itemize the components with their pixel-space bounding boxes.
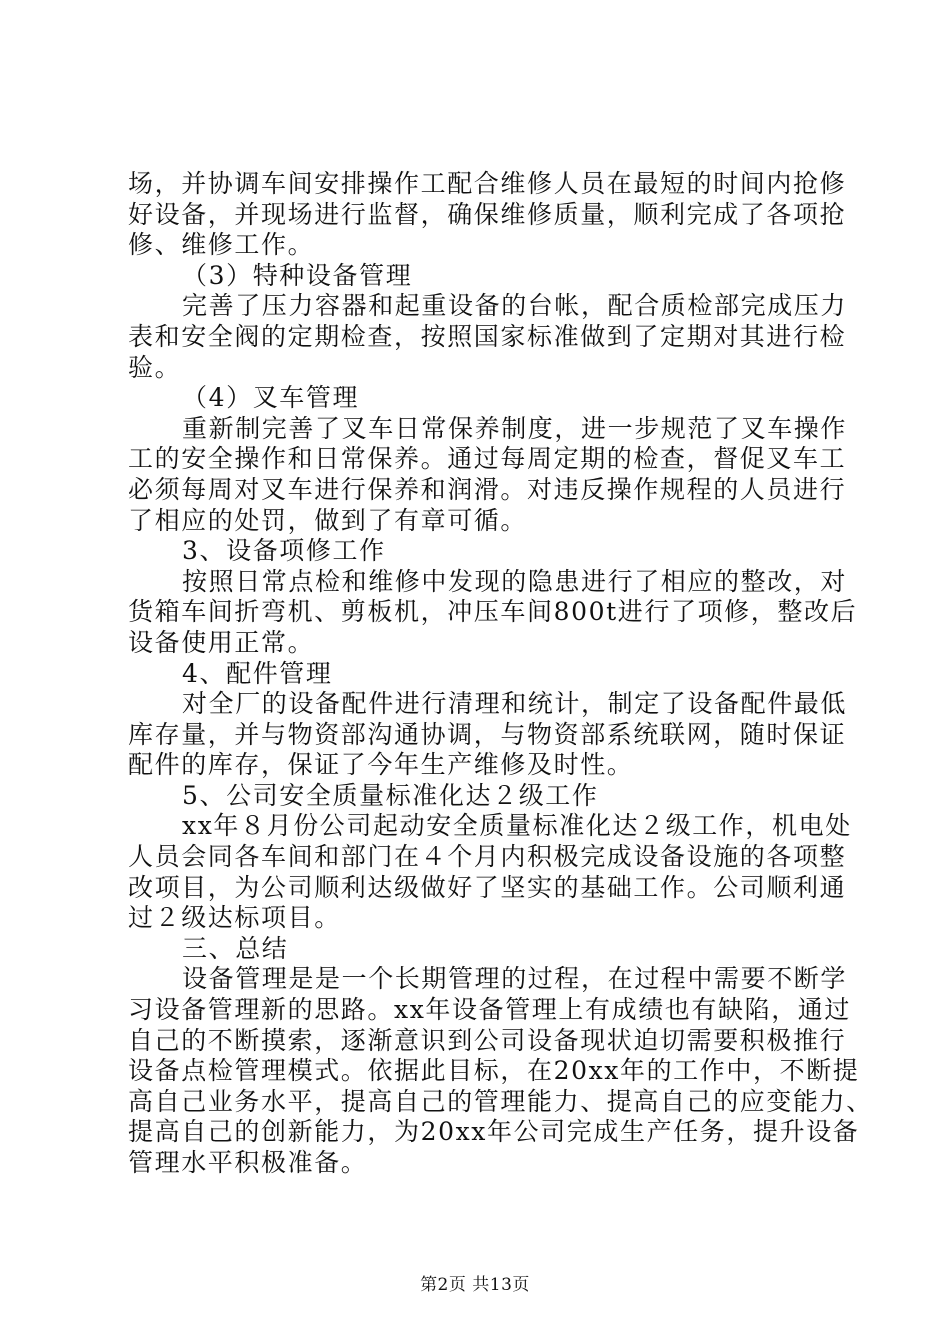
text-line: 配件的库存，保证了今年生产维修及时性。 <box>128 750 634 780</box>
text-line: 修、维修工作。 <box>128 230 315 260</box>
text-line: 了相应的处罚，做到了有章可循。 <box>128 505 528 535</box>
text-line: 必须每周对叉车进行保养和润滑。对违反操作规程的人员进行 <box>128 474 847 504</box>
text-line: 完善了压力容器和起重设备的台帐，配合质检部完成压力 <box>182 291 848 321</box>
text-line: 设备使用正常。 <box>128 627 315 657</box>
text-line: 高自己业务水平，提高自己的管理能力、提高自己的应变能力、 <box>128 1086 873 1116</box>
document-body <box>128 169 873 1179</box>
section-heading: 5、公司安全质量标准化达２级工作 <box>182 780 599 810</box>
text-line: 提高自己的创新能力，为20xx年公司完成生产任务，提升设备 <box>128 1117 860 1147</box>
text-line: 习设备管理新的思路。xx年设备管理上有成绩也有缺陷，通过 <box>128 995 852 1025</box>
page-number: 第2页 <box>420 1275 467 1295</box>
text-line: 库存量，并与物资部沟通协调，与物资部系统联网，随时保证 <box>128 719 847 749</box>
section-heading: 3、设备项修工作 <box>182 536 386 566</box>
text-line: 工的安全操作和日常保养。通过每周定期的检查，督促叉车工 <box>128 444 847 474</box>
text-line: 按照日常点检和维修中发现的隐患进行了相应的整改，对 <box>182 566 848 596</box>
text-line: 改项目，为公司顺利达级做好了坚实的基础工作。公司顺利通 <box>128 872 847 902</box>
page-total: 共13页 <box>472 1275 530 1295</box>
text-line: 人员会同各车间和部门在４个月内积极完成设备设施的各项整 <box>128 842 847 872</box>
section-heading: （4）叉车管理 <box>182 383 360 413</box>
text-line: 设备点检管理模式。依据此目标，在20xx年的工作中，不断提 <box>128 1056 860 1086</box>
section-heading: （3）特种设备管理 <box>182 260 413 290</box>
text-line: 货箱车间折弯机、剪板机，冲压车间800t进行了项修，整改后 <box>128 597 858 627</box>
text-line: 表和安全阀的定期检查，按照国家标准做到了定期对其进行检 <box>128 321 847 351</box>
text-line: 场，并协调车间安排操作工配合维修人员在最短的时间内抢修 <box>128 169 847 198</box>
text-line: 好设备，并现场进行监督，确保维修质量，顺利完成了各项抢 <box>128 199 847 229</box>
page-footer <box>0 1270 950 1295</box>
text-line: xx年８月份公司起动安全质量标准化达２级工作，机电处 <box>182 811 852 841</box>
section-heading: 4、配件管理 <box>182 658 333 688</box>
text-line: 对全厂的设备配件进行清理和统计，制定了设备配件最低 <box>182 689 848 719</box>
text-line: 过２级达标项目。 <box>128 903 341 933</box>
text-line: 管理水平积极准备。 <box>128 1148 368 1177</box>
text-line: 自己的不断摸索，逐渐意识到公司设备现状迫切需要积极推行 <box>128 1025 847 1055</box>
section-heading: 三、总结 <box>182 933 289 963</box>
text-line: 重新制完善了叉车日常保养制度，进一步规范了叉车操作 <box>182 413 848 443</box>
text-line: 设备管理是是一个长期管理的过程，在过程中需要不断学 <box>182 964 848 994</box>
text-line: 验。 <box>128 352 182 382</box>
